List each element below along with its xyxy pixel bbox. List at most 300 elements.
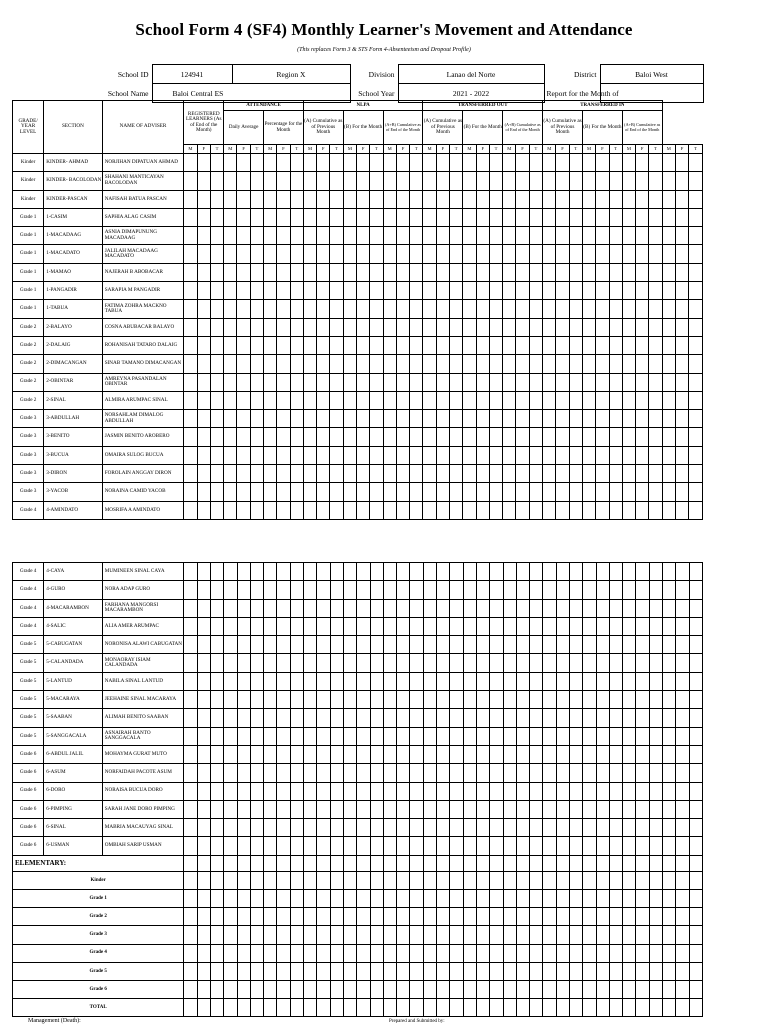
data-entry-cell[interactable] (224, 318, 237, 336)
data-entry-cell[interactable] (250, 208, 263, 226)
data-entry-cell[interactable] (343, 410, 356, 428)
data-entry-cell[interactable] (437, 764, 450, 782)
data-entry-cell[interactable] (410, 672, 423, 690)
data-entry-cell[interactable] (197, 709, 210, 727)
data-entry-cell[interactable] (343, 672, 356, 690)
data-entry-cell[interactable] (423, 727, 436, 745)
data-entry-cell[interactable] (423, 691, 436, 709)
data-entry-cell[interactable] (197, 745, 210, 763)
data-entry-cell[interactable] (543, 154, 556, 172)
data-entry-cell[interactable] (410, 245, 423, 263)
data-entry-cell[interactable] (250, 154, 263, 172)
data-entry-cell[interactable] (543, 962, 556, 980)
data-entry-cell[interactable] (503, 871, 516, 889)
data-entry-cell[interactable] (210, 154, 223, 172)
data-entry-cell[interactable] (370, 282, 383, 300)
data-entry-cell[interactable] (596, 300, 609, 318)
data-entry-cell[interactable] (277, 819, 290, 837)
data-entry-cell[interactable] (636, 691, 649, 709)
data-entry-cell[interactable] (663, 617, 676, 635)
data-entry-cell[interactable] (516, 654, 529, 672)
data-entry-cell[interactable] (463, 373, 476, 391)
data-entry-cell[interactable] (503, 465, 516, 483)
data-entry-cell[interactable] (569, 446, 582, 464)
data-entry-cell[interactable] (290, 999, 303, 1017)
data-entry-cell[interactable] (543, 691, 556, 709)
data-entry-cell[interactable] (290, 819, 303, 837)
data-entry-cell[interactable] (277, 871, 290, 889)
data-entry-cell[interactable] (437, 654, 450, 672)
data-entry-cell[interactable] (290, 428, 303, 446)
data-entry-cell[interactable] (210, 926, 223, 944)
data-entry-cell[interactable] (303, 227, 316, 245)
data-entry-cell[interactable] (676, 926, 689, 944)
data-entry-cell[interactable] (397, 800, 410, 818)
data-entry-cell[interactable] (622, 172, 635, 190)
data-entry-cell[interactable] (636, 926, 649, 944)
data-entry-cell[interactable] (463, 800, 476, 818)
data-entry-cell[interactable] (609, 782, 622, 800)
data-entry-cell[interactable] (503, 501, 516, 519)
data-entry-cell[interactable] (530, 962, 543, 980)
data-entry-cell[interactable] (197, 563, 210, 581)
data-entry-cell[interactable] (609, 999, 622, 1017)
data-entry-cell[interactable] (370, 263, 383, 281)
data-entry-cell[interactable] (676, 819, 689, 837)
data-entry-cell[interactable] (676, 908, 689, 926)
data-entry-cell[interactable] (489, 190, 502, 208)
data-entry-cell[interactable] (237, 980, 250, 998)
data-entry-cell[interactable] (476, 871, 489, 889)
data-entry-cell[interactable] (636, 446, 649, 464)
data-entry-cell[interactable] (343, 908, 356, 926)
data-entry-cell[interactable] (184, 428, 197, 446)
data-entry-cell[interactable] (649, 599, 662, 617)
data-entry-cell[interactable] (303, 263, 316, 281)
data-entry-cell[interactable] (264, 465, 277, 483)
data-entry-cell[interactable] (689, 944, 702, 962)
data-entry-cell[interactable] (463, 336, 476, 354)
data-entry-cell[interactable] (397, 871, 410, 889)
data-entry-cell[interactable] (317, 483, 330, 501)
data-entry-cell[interactable] (623, 962, 636, 980)
data-entry-cell[interactable] (357, 336, 370, 354)
data-entry-cell[interactable] (184, 581, 197, 599)
data-entry-cell[interactable] (556, 501, 569, 519)
data-entry-cell[interactable] (450, 428, 463, 446)
data-entry-cell[interactable] (437, 636, 450, 654)
data-entry-cell[interactable] (530, 871, 543, 889)
data-entry-cell[interactable] (184, 300, 197, 318)
data-entry-cell[interactable] (304, 672, 317, 690)
data-entry-cell[interactable] (210, 908, 223, 926)
data-entry-cell[interactable] (410, 501, 423, 519)
data-entry-cell[interactable] (649, 944, 662, 962)
data-entry-cell[interactable] (676, 636, 689, 654)
data-entry-cell[interactable] (370, 190, 383, 208)
data-entry-cell[interactable] (623, 581, 636, 599)
data-entry-cell[interactable] (676, 599, 689, 617)
data-entry-cell[interactable] (675, 501, 688, 519)
data-entry-cell[interactable] (330, 855, 343, 871)
data-entry-cell[interactable] (410, 581, 423, 599)
data-entry-cell[interactable] (649, 871, 662, 889)
data-entry-cell[interactable] (622, 483, 635, 501)
data-entry-cell[interactable] (224, 227, 237, 245)
data-entry-cell[interactable] (397, 636, 410, 654)
data-entry-cell[interactable] (197, 980, 210, 998)
data-entry-cell[interactable] (370, 962, 383, 980)
data-entry-cell[interactable] (237, 245, 250, 263)
data-entry-cell[interactable] (516, 691, 529, 709)
data-entry-cell[interactable] (237, 599, 250, 617)
data-entry-cell[interactable] (663, 908, 676, 926)
data-entry-cell[interactable] (569, 373, 582, 391)
data-entry-cell[interactable] (503, 355, 516, 373)
data-entry-cell[interactable] (197, 926, 210, 944)
data-entry-cell[interactable] (623, 800, 636, 818)
data-entry-cell[interactable] (277, 709, 290, 727)
data-entry-cell[interactable] (210, 636, 223, 654)
data-entry-cell[interactable] (383, 355, 396, 373)
data-entry-cell[interactable] (277, 373, 290, 391)
data-entry-cell[interactable] (596, 837, 609, 855)
data-entry-cell[interactable] (237, 282, 250, 300)
data-entry-cell[interactable] (649, 373, 662, 391)
data-entry-cell[interactable] (503, 782, 516, 800)
data-entry-cell[interactable] (583, 855, 596, 871)
data-entry-cell[interactable] (317, 373, 330, 391)
data-entry-cell[interactable] (450, 483, 463, 501)
data-entry-cell[interactable] (343, 709, 356, 727)
data-entry-cell[interactable] (463, 263, 476, 281)
data-entry-cell[interactable] (476, 727, 489, 745)
data-entry-cell[interactable] (264, 944, 277, 962)
data-entry-cell[interactable] (184, 709, 197, 727)
data-entry-cell[interactable] (317, 745, 330, 763)
data-entry-cell[interactable] (556, 336, 569, 354)
data-entry-cell[interactable] (210, 391, 223, 409)
data-entry-cell[interactable] (317, 654, 330, 672)
data-entry-cell[interactable] (237, 563, 250, 581)
data-entry-cell[interactable] (343, 336, 356, 354)
data-entry-cell[interactable] (636, 336, 649, 354)
data-entry-cell[interactable] (450, 800, 463, 818)
data-entry-cell[interactable] (609, 391, 622, 409)
data-entry-cell[interactable] (516, 465, 529, 483)
data-entry-cell[interactable] (383, 599, 396, 617)
data-entry-cell[interactable] (663, 980, 676, 998)
data-entry-cell[interactable] (317, 926, 330, 944)
data-entry-cell[interactable] (210, 654, 223, 672)
data-entry-cell[interactable] (556, 926, 569, 944)
data-entry-cell[interactable] (224, 691, 237, 709)
data-entry-cell[interactable] (569, 172, 582, 190)
data-entry-cell[interactable] (476, 154, 489, 172)
data-entry-cell[interactable] (197, 617, 210, 635)
data-entry-cell[interactable] (237, 926, 250, 944)
data-entry-cell[interactable] (397, 908, 410, 926)
data-entry-cell[interactable] (437, 599, 450, 617)
data-entry-cell[interactable] (423, 245, 436, 263)
data-entry-cell[interactable] (290, 208, 303, 226)
data-entry-cell[interactable] (370, 318, 383, 336)
data-entry-cell[interactable] (264, 208, 277, 226)
data-entry-cell[interactable] (489, 318, 502, 336)
data-entry-cell[interactable] (330, 190, 343, 208)
data-entry-cell[interactable] (250, 782, 263, 800)
data-entry-cell[interactable] (277, 745, 290, 763)
data-entry-cell[interactable] (383, 245, 396, 263)
data-entry-cell[interactable] (184, 465, 197, 483)
data-entry-cell[interactable] (397, 889, 410, 907)
data-entry-cell[interactable] (503, 563, 516, 581)
data-entry-cell[interactable] (570, 871, 583, 889)
data-entry-cell[interactable] (370, 691, 383, 709)
data-entry-cell[interactable] (184, 190, 197, 208)
data-entry-cell[interactable] (436, 282, 449, 300)
data-entry-cell[interactable] (224, 908, 237, 926)
data-entry-cell[interactable] (663, 764, 676, 782)
data-entry-cell[interactable] (383, 636, 396, 654)
data-entry-cell[interactable] (649, 745, 662, 763)
data-entry-cell[interactable] (609, 227, 622, 245)
data-entry-cell[interactable] (250, 190, 263, 208)
data-entry-cell[interactable] (357, 999, 370, 1017)
data-entry-cell[interactable] (636, 672, 649, 690)
data-entry-cell[interactable] (516, 428, 529, 446)
data-entry-cell[interactable] (396, 465, 409, 483)
data-entry-cell[interactable] (436, 446, 449, 464)
data-entry-cell[interactable] (224, 581, 237, 599)
data-entry-cell[interactable] (663, 599, 676, 617)
data-entry-cell[interactable] (383, 154, 396, 172)
data-entry-cell[interactable] (649, 208, 662, 226)
data-entry-cell[interactable] (516, 980, 529, 998)
data-entry-cell[interactable] (530, 837, 543, 855)
data-entry-cell[interactable] (357, 944, 370, 962)
data-entry-cell[interactable] (583, 636, 596, 654)
data-entry-cell[interactable] (290, 636, 303, 654)
data-entry-cell[interactable] (330, 617, 343, 635)
data-entry-cell[interactable] (357, 908, 370, 926)
data-entry-cell[interactable] (543, 465, 556, 483)
data-entry-cell[interactable] (290, 172, 303, 190)
data-entry-cell[interactable] (463, 208, 476, 226)
data-entry-cell[interactable] (543, 428, 556, 446)
data-entry-cell[interactable] (570, 889, 583, 907)
data-entry-cell[interactable] (583, 563, 596, 581)
data-entry-cell[interactable] (423, 263, 436, 281)
data-entry-cell[interactable] (290, 889, 303, 907)
data-entry-cell[interactable] (649, 446, 662, 464)
data-entry-cell[interactable] (330, 208, 343, 226)
data-entry-cell[interactable] (596, 800, 609, 818)
data-entry-cell[interactable] (317, 465, 330, 483)
data-entry-cell[interactable] (224, 889, 237, 907)
data-entry-cell[interactable] (476, 636, 489, 654)
data-entry-cell[interactable] (636, 227, 649, 245)
data-entry-cell[interactable] (237, 727, 250, 745)
data-entry-cell[interactable] (423, 300, 436, 318)
data-entry-cell[interactable] (450, 855, 463, 871)
data-entry-cell[interactable] (277, 318, 290, 336)
data-entry-cell[interactable] (264, 410, 277, 428)
data-entry-cell[interactable] (303, 446, 316, 464)
data-entry-cell[interactable] (410, 483, 423, 501)
data-entry-cell[interactable] (330, 782, 343, 800)
data-entry-cell[interactable] (675, 336, 688, 354)
data-entry-cell[interactable] (304, 563, 317, 581)
data-entry-cell[interactable] (410, 819, 423, 837)
data-entry-cell[interactable] (357, 709, 370, 727)
data-entry-cell[interactable] (370, 871, 383, 889)
data-entry-cell[interactable] (516, 999, 529, 1017)
data-entry-cell[interactable] (410, 709, 423, 727)
data-entry-cell[interactable] (596, 944, 609, 962)
data-entry-cell[interactable] (264, 800, 277, 818)
data-entry-cell[interactable] (250, 172, 263, 190)
data-entry-cell[interactable] (317, 318, 330, 336)
data-entry-cell[interactable] (596, 636, 609, 654)
data-entry-cell[interactable] (197, 154, 210, 172)
data-entry-cell[interactable] (330, 871, 343, 889)
data-entry-cell[interactable] (343, 391, 356, 409)
data-entry-cell[interactable] (396, 190, 409, 208)
data-entry-cell[interactable] (277, 263, 290, 281)
data-entry-cell[interactable] (357, 800, 370, 818)
data-entry-cell[interactable] (317, 782, 330, 800)
data-entry-cell[interactable] (184, 563, 197, 581)
data-entry-cell[interactable] (197, 581, 210, 599)
data-entry-cell[interactable] (623, 654, 636, 672)
data-entry-cell[interactable] (343, 154, 356, 172)
data-entry-cell[interactable] (304, 654, 317, 672)
data-entry-cell[interactable] (503, 800, 516, 818)
data-entry-cell[interactable] (503, 336, 516, 354)
data-entry-cell[interactable] (330, 282, 343, 300)
data-entry-cell[interactable] (622, 208, 635, 226)
data-entry-cell[interactable] (304, 855, 317, 871)
data-entry-cell[interactable] (423, 908, 436, 926)
data-entry-cell[interactable] (516, 227, 529, 245)
data-entry-cell[interactable] (317, 908, 330, 926)
data-entry-cell[interactable] (489, 446, 502, 464)
data-entry-cell[interactable] (330, 980, 343, 998)
data-entry-cell[interactable] (530, 636, 543, 654)
data-entry-cell[interactable] (343, 727, 356, 745)
data-entry-cell[interactable] (503, 889, 516, 907)
data-entry-cell[interactable] (437, 944, 450, 962)
data-entry-cell[interactable] (277, 980, 290, 998)
data-entry-cell[interactable] (675, 410, 688, 428)
data-entry-cell[interactable] (556, 190, 569, 208)
data-entry-cell[interactable] (303, 373, 316, 391)
data-entry-cell[interactable] (675, 245, 688, 263)
data-entry-cell[interactable] (463, 227, 476, 245)
data-entry-cell[interactable] (662, 428, 675, 446)
data-entry-cell[interactable] (343, 636, 356, 654)
data-entry-cell[interactable] (277, 727, 290, 745)
data-entry-cell[interactable] (503, 908, 516, 926)
data-entry-cell[interactable] (250, 282, 263, 300)
data-entry-cell[interactable] (596, 980, 609, 998)
data-entry-cell[interactable] (649, 391, 662, 409)
data-entry-cell[interactable] (317, 980, 330, 998)
data-entry-cell[interactable] (357, 871, 370, 889)
data-entry-cell[interactable] (397, 837, 410, 855)
data-entry-cell[interactable] (582, 483, 595, 501)
data-entry-cell[interactable] (516, 172, 529, 190)
data-entry-cell[interactable] (423, 999, 436, 1017)
data-entry-cell[interactable] (396, 318, 409, 336)
data-entry-cell[interactable] (636, 318, 649, 336)
data-entry-cell[interactable] (636, 465, 649, 483)
data-entry-cell[interactable] (277, 300, 290, 318)
data-entry-cell[interactable] (304, 691, 317, 709)
data-entry-cell[interactable] (423, 889, 436, 907)
data-entry-cell[interactable] (343, 263, 356, 281)
data-entry-cell[interactable] (410, 599, 423, 617)
data-entry-cell[interactable] (503, 483, 516, 501)
data-entry-cell[interactable] (423, 355, 436, 373)
data-entry-cell[interactable] (357, 300, 370, 318)
data-entry-cell[interactable] (463, 819, 476, 837)
data-entry-cell[interactable] (410, 282, 423, 300)
data-entry-cell[interactable] (343, 581, 356, 599)
data-entry-cell[interactable] (264, 654, 277, 672)
data-entry-cell[interactable] (529, 355, 542, 373)
data-entry-cell[interactable] (317, 154, 330, 172)
data-entry-cell[interactable] (543, 190, 556, 208)
data-entry-cell[interactable] (290, 962, 303, 980)
data-entry-cell[interactable] (317, 245, 330, 263)
data-entry-cell[interactable] (210, 318, 223, 336)
data-entry-cell[interactable] (304, 727, 317, 745)
data-entry-cell[interactable] (596, 428, 609, 446)
data-entry-cell[interactable] (250, 318, 263, 336)
data-entry-cell[interactable] (450, 926, 463, 944)
data-entry-cell[interactable] (317, 691, 330, 709)
data-entry-cell[interactable] (396, 373, 409, 391)
data-entry-cell[interactable] (503, 709, 516, 727)
data-entry-cell[interactable] (622, 263, 635, 281)
data-entry-cell[interactable] (343, 318, 356, 336)
data-entry-cell[interactable] (370, 373, 383, 391)
data-entry-cell[interactable] (224, 373, 237, 391)
data-entry-cell[interactable] (250, 727, 263, 745)
data-entry-cell[interactable] (197, 282, 210, 300)
data-entry-cell[interactable] (450, 889, 463, 907)
data-entry-cell[interactable] (224, 263, 237, 281)
data-entry-cell[interactable] (184, 410, 197, 428)
data-entry-cell[interactable] (609, 208, 622, 226)
data-entry-cell[interactable] (184, 800, 197, 818)
data-entry-cell[interactable] (556, 819, 569, 837)
data-entry-cell[interactable] (303, 410, 316, 428)
data-entry-cell[interactable] (410, 727, 423, 745)
data-entry-cell[interactable] (224, 944, 237, 962)
data-entry-cell[interactable] (689, 483, 703, 501)
data-entry-cell[interactable] (490, 837, 503, 855)
data-entry-cell[interactable] (582, 336, 595, 354)
data-entry-cell[interactable] (569, 465, 582, 483)
data-entry-cell[interactable] (622, 355, 635, 373)
data-entry-cell[interactable] (516, 282, 529, 300)
data-entry-cell[interactable] (184, 745, 197, 763)
data-entry-cell[interactable] (689, 336, 703, 354)
data-entry-cell[interactable] (264, 190, 277, 208)
